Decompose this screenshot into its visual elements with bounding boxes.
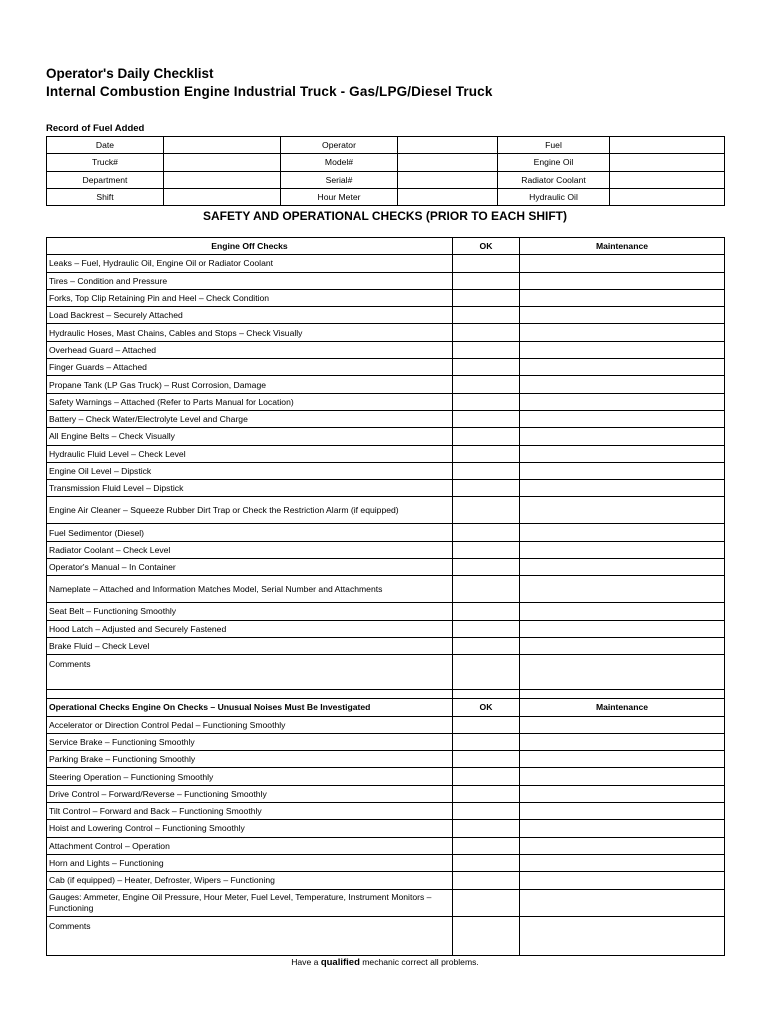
check-item-label: Radiator Coolant – Check Level [47,541,453,558]
maintenance-cell[interactable] [520,620,725,637]
maintenance-cell[interactable] [520,324,725,341]
field-value-cell[interactable] [164,154,281,171]
maintenance-cell[interactable] [520,837,725,854]
spacer-cell [453,690,520,699]
check-row [47,872,725,889]
ok-cell[interactable] [453,785,520,802]
check-row [47,803,725,820]
ok-cell[interactable] [453,524,520,541]
comments-label: Comments [47,916,453,955]
field-value-cell[interactable] [398,171,498,188]
maintenance-cell[interactable] [520,497,725,524]
check-row [47,837,725,854]
check-row [47,410,725,427]
ok-cell[interactable] [453,889,520,916]
check-item-label: Gauges: Ammeter, Engine Oil Pressure, Hour Meter, Fuel Level, Temperature, Instrument Monitors – Functioning [47,889,453,916]
check-item-label: Parking Brake – Functioning Smoothly [47,751,453,768]
check-row [47,889,725,916]
maintenance-cell[interactable] [520,480,725,497]
maintenance-cell[interactable] [520,289,725,306]
check-row [47,785,725,802]
maintenance-cell[interactable] [520,272,725,289]
spacer-cell [47,690,453,699]
maintenance-header: Maintenance [520,699,725,716]
page-subtitle: Internal Combustion Engine Industrial Truck - Gas/LPG/Diesel Truck [46,84,493,99]
check-item-label: Load Backrest – Securely Attached [47,307,453,324]
check-row [47,255,725,272]
checks-table [46,237,725,956]
check-row [47,559,725,576]
check-item-label: Fuel Sedimentor (Diesel) [47,524,453,541]
maintenance-cell[interactable] [520,524,725,541]
checks-header: Operational Checks Engine On Checks – Unusual Noises Must Be Investigated [47,699,453,716]
check-item-label: Tires – Condition and Pressure [47,272,453,289]
check-item-label: Forks, Top Clip Retaining Pin and Heel – Check Condition [47,289,453,306]
ok-cell[interactable] [453,359,520,376]
ok-cell[interactable] [453,620,520,637]
check-row [47,637,725,654]
field-value-cell[interactable] [610,188,725,205]
maintenance-cell[interactable] [520,359,725,376]
ok-cell[interactable] [453,480,520,497]
field-label: Operator [281,137,398,154]
check-item-label: Cab (if equipped) – Heater, Defroster, Wipers – Functioning [47,872,453,889]
check-row [47,480,725,497]
maintenance-cell[interactable] [520,785,725,802]
comments-row [47,916,725,955]
ok-cell[interactable] [453,576,520,603]
check-row [47,603,725,620]
ok-cell[interactable] [453,603,520,620]
spacer-cell [520,690,725,699]
check-item-label: Safety Warnings – Attached (Refer to Parts Manual for Location) [47,393,453,410]
fuel-record-table [46,136,725,206]
field-label: Department [47,171,164,188]
maintenance-cell[interactable] [520,803,725,820]
check-row [47,445,725,462]
check-item-label: Propane Tank (LP Gas Truck) – Rust Corrosion, Damage [47,376,453,393]
field-label: Shift [47,188,164,205]
field-value-cell[interactable] [610,171,725,188]
maintenance-cell[interactable] [520,603,725,620]
check-item-label: Steering Operation – Functioning Smoothly [47,768,453,785]
check-item-label: All Engine Belts – Check Visually [47,428,453,445]
maintenance-cell[interactable] [520,655,725,690]
field-label: Fuel [498,137,610,154]
ok-cell[interactable] [453,341,520,358]
maintenance-cell[interactable] [520,820,725,837]
check-item-label: Hydraulic Fluid Level – Check Level [47,445,453,462]
checks-header: Engine Off Checks [47,238,453,255]
maintenance-cell[interactable] [520,462,725,479]
check-item-label: Seat Belt – Functioning Smoothly [47,603,453,620]
checks-header-row [47,699,725,716]
field-value-cell[interactable] [398,137,498,154]
maintenance-cell[interactable] [520,541,725,558]
maintenance-cell[interactable] [520,341,725,358]
ok-cell[interactable] [453,854,520,871]
maintenance-cell[interactable] [520,428,725,445]
ok-cell[interactable] [453,376,520,393]
maintenance-header: Maintenance [520,238,725,255]
check-item-label: Finger Guards – Attached [47,359,453,376]
ok-cell[interactable] [453,768,520,785]
check-row [47,307,725,324]
page-title: Operator's Daily Checklist [46,66,214,81]
ok-header: OK [453,238,520,255]
ok-header: OK [453,699,520,716]
field-label: Engine Oil [498,154,610,171]
ok-cell[interactable] [453,307,520,324]
maintenance-cell[interactable] [520,768,725,785]
field-label: Hour Meter [281,188,398,205]
check-row [47,289,725,306]
check-item-label: Attachment Control – Operation [47,837,453,854]
ok-cell[interactable] [453,497,520,524]
fuel-record-row [47,137,725,154]
field-value-cell[interactable] [610,137,725,154]
maintenance-cell[interactable] [520,916,725,955]
check-item-label: Battery – Check Water/Electrolyte Level and Charge [47,410,453,427]
ok-cell[interactable] [453,462,520,479]
field-label: Hydraulic Oil [498,188,610,205]
maintenance-cell[interactable] [520,410,725,427]
check-item-label: Overhead Guard – Attached [47,341,453,358]
maintenance-cell[interactable] [520,872,725,889]
maintenance-cell[interactable] [520,376,725,393]
field-label: Truck# [47,154,164,171]
check-item-label: Nameplate – Attached and Information Matches Model, Serial Number and Attachments [47,576,453,603]
ok-cell[interactable] [453,872,520,889]
check-item-label: Accelerator or Direction Control Pedal – Functioning Smoothly [47,716,453,733]
check-item-label: Engine Oil Level – Dipstick [47,462,453,479]
check-row [47,497,725,524]
maintenance-cell[interactable] [520,889,725,916]
check-item-label: Leaks – Fuel, Hydraulic Oil, Engine Oil or Radiator Coolant [47,255,453,272]
check-item-label: Horn and Lights – Functioning [47,854,453,871]
maintenance-cell[interactable] [520,637,725,654]
check-row [47,359,725,376]
ok-cell[interactable] [453,255,520,272]
maintenance-cell[interactable] [520,393,725,410]
check-item-label: Engine Air Cleaner – Squeeze Rubber Dirt Trap or Check the Restriction Alarm (if equipped) [47,497,453,524]
check-item-label: Service Brake – Functioning Smoothly [47,733,453,750]
ok-cell[interactable] [453,803,520,820]
check-item-label: Drive Control – Forward/Reverse – Functioning Smoothly [47,785,453,802]
fuel-record-label: Record of Fuel Added [46,123,145,134]
field-value-cell[interactable] [164,171,281,188]
section-spacer [47,690,725,699]
field-value-cell[interactable] [610,154,725,171]
check-row [47,854,725,871]
check-row [47,620,725,637]
fuel-record-row [47,188,725,205]
ok-cell[interactable] [453,733,520,750]
field-label: Serial# [281,171,398,188]
maintenance-cell[interactable] [520,716,725,733]
ok-cell[interactable] [453,751,520,768]
check-row [47,376,725,393]
check-row [47,576,725,603]
field-label: Radiator Coolant [498,171,610,188]
check-item-label: Hydraulic Hoses, Mast Chains, Cables and Stops – Check Visually [47,324,453,341]
ok-cell[interactable] [453,655,520,690]
ok-cell[interactable] [453,541,520,558]
ok-cell[interactable] [453,410,520,427]
field-value-cell[interactable] [398,154,498,171]
section-heading: SAFETY AND OPERATIONAL CHECKS (PRIOR TO EACH SHIFT) [202,209,568,223]
check-row [47,462,725,479]
check-row [47,324,725,341]
fuel-record-row [47,154,725,171]
check-item-label: Hoist and Lowering Control – Functioning Smoothly [47,820,453,837]
check-row [47,393,725,410]
check-row [47,768,725,785]
maintenance-cell[interactable] [520,576,725,603]
ok-cell[interactable] [453,637,520,654]
check-row [47,272,725,289]
check-row [47,820,725,837]
ok-cell[interactable] [453,289,520,306]
maintenance-cell[interactable] [520,445,725,462]
maintenance-cell[interactable] [520,854,725,871]
maintenance-cell[interactable] [520,751,725,768]
check-row [47,524,725,541]
check-item-label: Tilt Control – Forward and Back – Functioning Smoothly [47,803,453,820]
maintenance-cell[interactable] [520,733,725,750]
maintenance-cell[interactable] [520,307,725,324]
maintenance-cell[interactable] [520,255,725,272]
comments-row [47,655,725,690]
check-item-label: Hood Latch – Adjusted and Securely Fastened [47,620,453,637]
ok-cell[interactable] [453,393,520,410]
fuel-record-row [47,171,725,188]
field-value-cell[interactable] [164,137,281,154]
footer-note: Have a qualified mechanic correct all problems. [291,957,479,968]
check-row [47,751,725,768]
ok-cell[interactable] [453,716,520,733]
field-label: Date [47,137,164,154]
field-value-cell[interactable] [398,188,498,205]
check-row [47,733,725,750]
comments-label: Comments [47,655,453,690]
ok-cell[interactable] [453,916,520,955]
field-value-cell[interactable] [164,188,281,205]
check-row [47,428,725,445]
field-label: Model# [281,154,398,171]
check-row [47,541,725,558]
ok-cell[interactable] [453,272,520,289]
maintenance-cell[interactable] [520,559,725,576]
ok-cell[interactable] [453,837,520,854]
ok-cell[interactable] [453,820,520,837]
check-row [47,341,725,358]
check-item-label: Operator's Manual – In Container [47,559,453,576]
ok-cell[interactable] [453,445,520,462]
check-item-label: Transmission Fluid Level – Dipstick [47,480,453,497]
check-row [47,716,725,733]
ok-cell[interactable] [453,559,520,576]
ok-cell[interactable] [453,324,520,341]
ok-cell[interactable] [453,428,520,445]
checks-header-row [47,238,725,255]
check-item-label: Brake Fluid – Check Level [47,637,453,654]
